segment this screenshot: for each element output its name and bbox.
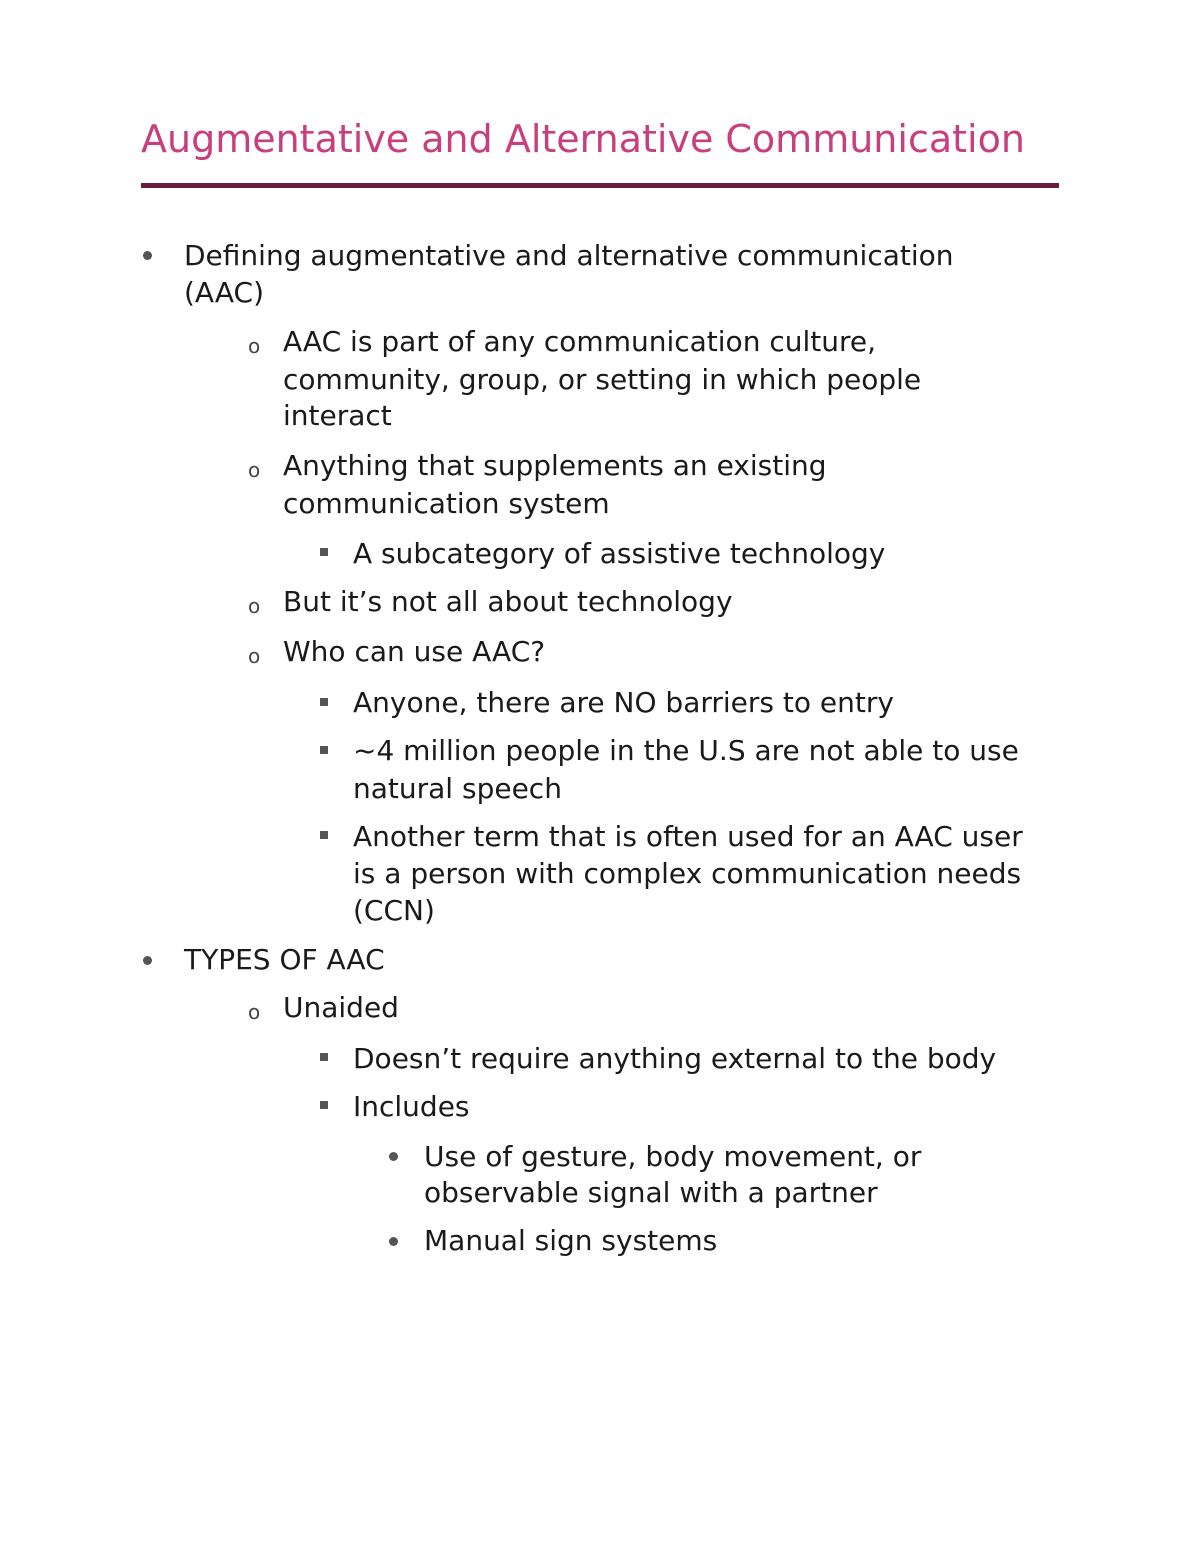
bullet-circle-icon: o <box>248 594 261 618</box>
bullet-dot-icon <box>143 956 152 965</box>
bullet-square-icon <box>320 746 328 754</box>
list-item: AAC is part of any communication culture, <box>283 325 877 358</box>
bullet-square-icon <box>320 698 328 706</box>
list-item: Anyone, there are NO barriers to entry <box>353 686 894 719</box>
list-item: Use of gesture, body movement, or <box>424 1140 922 1173</box>
list-item-continuation: observable signal with a partner <box>424 1176 878 1209</box>
list-item-continuation: communication system <box>283 487 610 520</box>
bullet-dot-icon <box>389 1152 398 1161</box>
document-title: Augmentative and Alternative Communication <box>141 117 1025 161</box>
list-item-continuation: interact <box>283 399 392 432</box>
list-item: Unaided <box>283 991 399 1024</box>
list-item-continuation: is a person with complex communication needs <box>353 857 1022 890</box>
bullet-dot-icon <box>389 1237 398 1246</box>
list-item: Doesn’t require anything external to the body <box>353 1042 997 1075</box>
list-item: A subcategory of assistive technology <box>353 537 886 570</box>
bullet-square-icon <box>320 831 328 839</box>
bullet-circle-icon: o <box>248 458 261 482</box>
list-item: Anything that supplements an existing <box>283 449 827 482</box>
bullet-square-icon <box>320 1053 328 1061</box>
list-item-continuation: community, group, or setting in which people <box>283 363 922 396</box>
bullet-circle-icon: o <box>248 334 261 358</box>
list-item: Defining augmentative and alternative communication <box>184 239 954 272</box>
bullet-square-icon <box>320 548 328 556</box>
bullet-square-icon <box>320 1101 328 1109</box>
list-item: Includes <box>353 1090 470 1123</box>
list-item: Another term that is often used for an AAC user <box>353 820 1023 853</box>
list-item: TYPES OF AAC <box>184 943 385 976</box>
bullet-dot-icon <box>143 251 152 260</box>
list-item-continuation: natural speech <box>353 772 562 805</box>
bullet-circle-icon: o <box>248 1000 261 1024</box>
list-item: But it’s not all about technology <box>283 585 733 618</box>
list-item-continuation: (AAC) <box>184 276 264 309</box>
list-item: Manual sign systems <box>424 1224 718 1257</box>
list-item-continuation: (CCN) <box>353 894 435 927</box>
list-item: Who can use AAC? <box>283 635 546 668</box>
bullet-circle-icon: o <box>248 644 261 668</box>
list-item: ~4 million people in the U.S are not able to use <box>353 734 1019 767</box>
